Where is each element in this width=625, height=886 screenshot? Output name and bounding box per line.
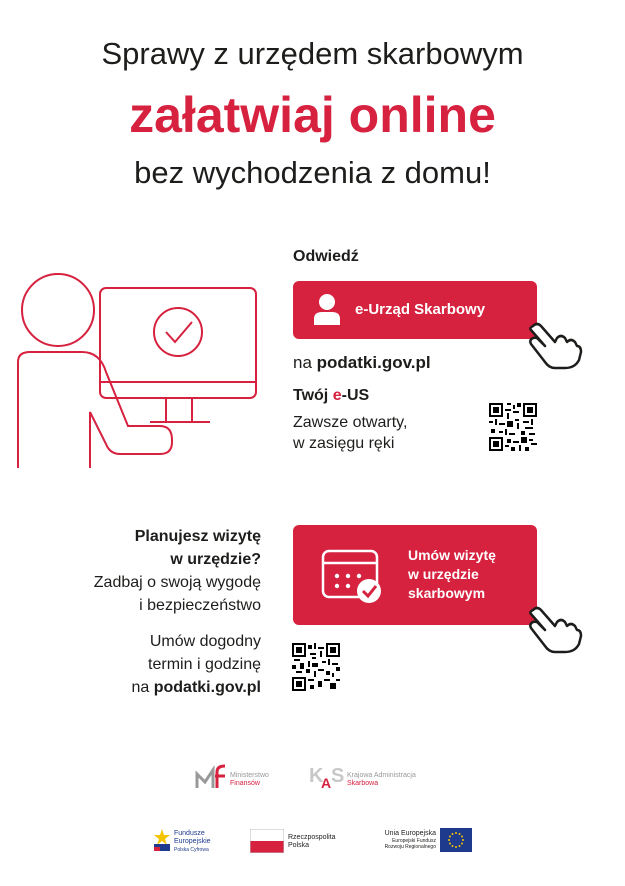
mf-logo-text: Ministerstwo Finansów xyxy=(230,772,269,787)
kas-logo-icon xyxy=(308,760,344,792)
headline-line-3: bez wychodzenia z domu! xyxy=(134,155,491,190)
fundusze-europejskie-text: Fundusze Europejskie Polska Cyfrowa xyxy=(174,830,211,853)
svg-text:K: K xyxy=(309,765,324,787)
eus-description: Zawsze otwarty, w zasięgu ręki xyxy=(293,414,408,452)
e-urzad-button-label: e-Urząd Skarbowy xyxy=(355,301,486,318)
svg-text:S: S xyxy=(331,765,344,787)
kas-logo-text: Krajowa Administracja Skarbowa xyxy=(347,772,416,787)
computer-user-illustration xyxy=(10,262,270,472)
user-icon xyxy=(314,293,340,325)
appointment-site-link[interactable]: podatki.gov.pl xyxy=(153,679,261,696)
appointment-instruction: Umów dogodny termin i godzinę na podatki.gov.pl xyxy=(131,633,261,696)
e-urzad-skarbowy-button[interactable] xyxy=(293,281,537,339)
appointment-question: Planujesz wizytę w urzędzie? Zadbaj o swoją wygodę i bezpieczeństwo xyxy=(93,528,261,614)
fundusze-europejskie-logo-icon xyxy=(152,828,172,852)
book-appointment-button[interactable] xyxy=(293,525,537,625)
svg-text:A: A xyxy=(321,775,332,791)
pointing-hand-icon xyxy=(525,322,583,370)
qr-code-appointment[interactable] xyxy=(292,643,340,691)
eus-title: Twój e-US xyxy=(293,387,370,404)
visit-heading: Odwiedź xyxy=(293,248,359,265)
qr-code-eus[interactable] xyxy=(489,403,537,451)
unia-europejska-text: Unia Europejska Europejski Fundusz Rozwoju Regionalnego xyxy=(384,830,436,850)
headline-line-1: Sprawy z urzędem skarbowym xyxy=(101,36,524,71)
calendar-check-icon xyxy=(321,547,383,605)
checkmark-circle-icon xyxy=(154,308,202,356)
book-appointment-label: Umów wizytę w urzędzie skarbowym xyxy=(408,547,496,601)
visit-site-line: na podatki.gov.pl xyxy=(293,353,431,372)
mf-logo-icon xyxy=(195,762,229,790)
visit-site-link[interactable]: podatki.gov.pl xyxy=(316,353,431,372)
person-head-icon xyxy=(22,274,94,346)
eu-flag-icon xyxy=(440,828,472,852)
polish-flag-icon xyxy=(250,829,284,853)
pointing-hand-icon xyxy=(525,606,583,654)
headline-line-2: załatwiaj online xyxy=(129,87,496,143)
rzeczpospolita-polska-text: Rzeczpospolita Polska xyxy=(288,834,336,849)
